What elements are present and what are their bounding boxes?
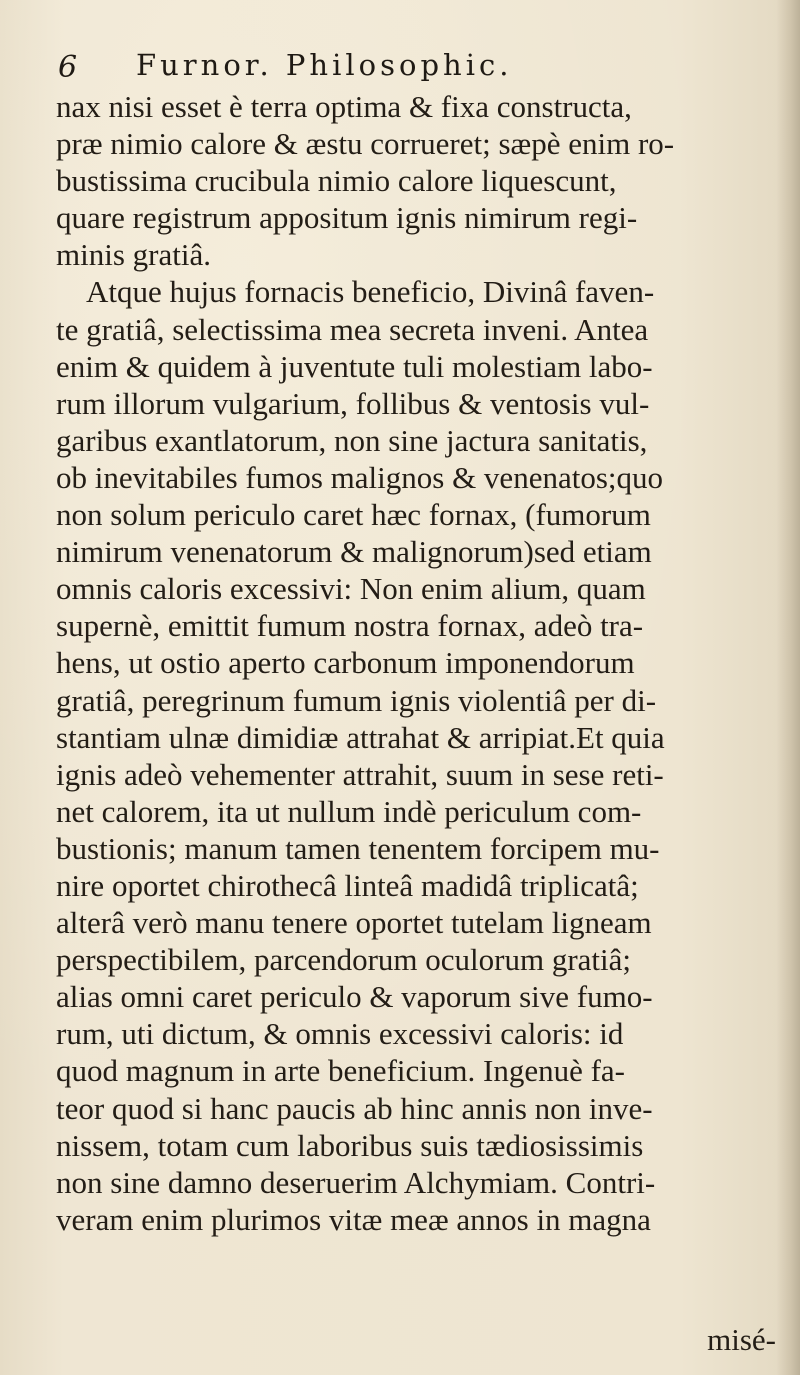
text-line: te gratiâ, selectissima mea secreta inveni. Antea xyxy=(56,311,649,347)
text-line: nissem, totam cum laboribus suis tædiosissimis xyxy=(56,1127,644,1163)
text-line: bustissima crucibula nimio calore liquescunt, xyxy=(56,163,617,199)
text-line: net calorem, ita ut nullum indè periculum com- xyxy=(56,793,642,829)
catchword: misé- xyxy=(707,1322,776,1357)
text-line: quare registrum appositum ignis nimirum regi- xyxy=(56,200,638,236)
text-line: stantiam ulnæ dimidiæ attrahat & arripiat.Et quia xyxy=(56,719,665,755)
text-line: teor quod si hanc paucis ab hinc annis non inve- xyxy=(56,1090,653,1126)
text-line: omnis caloris excessivi: Non enim alium, quam xyxy=(56,571,646,607)
text-line: minis gratiâ. xyxy=(56,237,211,273)
text-line: ob inevitabiles fumos malignos & venenatos;quo xyxy=(56,459,663,495)
text-line: nire oportet chirothecâ linteâ madidâ triplicatâ; xyxy=(56,867,639,903)
text-line: bustionis; manum tamen tenentem forcipem mu- xyxy=(56,830,660,866)
text-line: perspectibilem, parcendorum oculorum gratiâ; xyxy=(56,942,632,978)
running-title: Furnor. Philosophic. xyxy=(136,48,513,82)
text-line: ignis adeò vehementer attrahit, suum in sese reti- xyxy=(56,756,664,792)
text-line: Atque hujus fornacis beneficio, Divinâ faven- xyxy=(86,274,655,310)
text-line: alias omni caret periculo & vaporum sive fumo- xyxy=(56,979,653,1015)
text-line: nimirum venenatorum & malignorum)sed etiam xyxy=(56,534,652,570)
text-line: præ nimio calore & æstu corrueret; sæpè enim ro- xyxy=(56,126,675,162)
text-line: nax nisi esset è terra optima & fixa constructa, xyxy=(56,89,632,124)
text-line: rum illorum vulgarium, follibus & ventosis vul- xyxy=(56,385,650,421)
text-line: hens, ut ostio aperto carbonum imponendorum xyxy=(56,645,635,681)
text-line: supernè, emittit fumum nostra fornax, adeò tra- xyxy=(56,608,644,644)
body-text xyxy=(56,88,786,1238)
text-line: gratiâ, peregrinum fumum ignis violentiâ per di- xyxy=(56,682,657,718)
page-number: 6 xyxy=(58,50,78,85)
text-line: veram enim plurimos vitæ meæ annos in magna xyxy=(56,1201,651,1237)
text-line: quod magnum in arte beneficium. Ingenuè fa- xyxy=(56,1053,625,1089)
text-line: non sine damno deseruerim Alchymiam. Contri- xyxy=(56,1164,656,1200)
text-line: garibus exantlatorum, non sine jactura sanitatis, xyxy=(56,422,648,458)
text-line: enim & quidem à juventute tuli molestiam labo- xyxy=(56,348,653,384)
page-header xyxy=(58,46,758,86)
text-line: rum, uti dictum, & omnis excessivi caloris: id xyxy=(56,1016,624,1052)
text-line: alterâ verò manu tenere oportet tutelam ligneam xyxy=(56,905,652,941)
text-line: non solum periculo caret hæc fornax, (fumorum xyxy=(56,497,651,533)
